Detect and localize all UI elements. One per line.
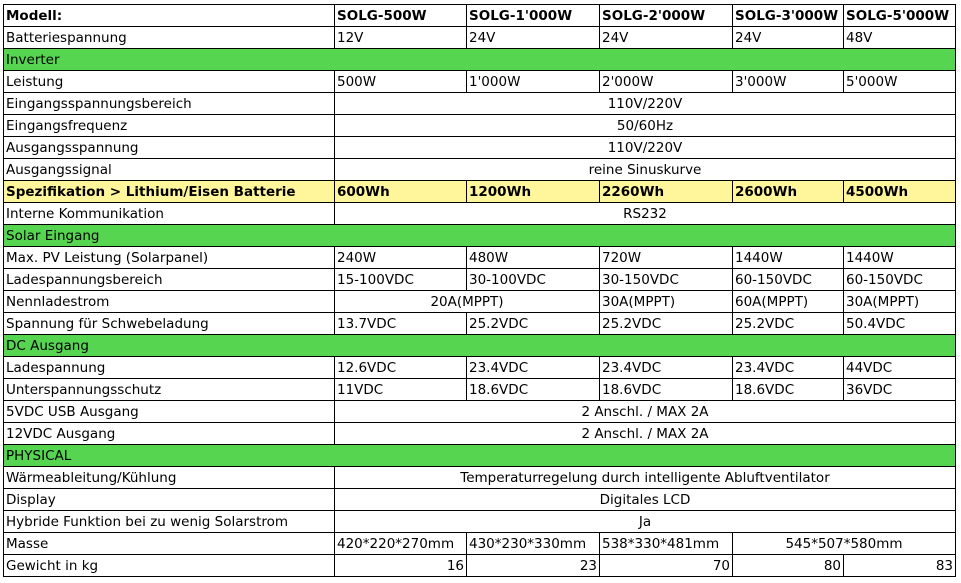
model-name: SOLG-2'000W: [600, 5, 733, 27]
table-row: [4, 533, 956, 555]
table-row: [4, 247, 956, 269]
row-label: Ladespannungsbereich: [4, 269, 335, 291]
table-row: [4, 27, 956, 49]
table-row: [4, 467, 956, 489]
cell-value: 420*220*270mm: [335, 533, 467, 555]
section-row: [4, 445, 956, 467]
section-row: [4, 49, 956, 71]
cell-value: 600Wh: [335, 181, 467, 203]
row-label: Interne Kommunikation: [4, 203, 335, 225]
merged-cell-value: Ja: [335, 511, 956, 533]
header-label: Modell:: [4, 5, 335, 27]
section-title: Solar Eingang: [4, 225, 956, 247]
row-label: Spannung für Schwebeladung: [4, 313, 335, 335]
cell-value: 24V: [733, 27, 844, 49]
section-title: Inverter: [4, 49, 956, 71]
cell-value: 1440W: [733, 247, 844, 269]
row-label: 12VDC Ausgang: [4, 423, 335, 445]
table-row: [4, 423, 956, 445]
section-title: PHYSICAL: [4, 445, 956, 467]
section-row: [4, 225, 956, 247]
table-row: [4, 379, 956, 401]
row-label: Ladespannung: [4, 357, 335, 379]
row-label: Wärmeableitung/Kühlung: [4, 467, 335, 489]
cell-value: 4500Wh: [844, 181, 956, 203]
table-row: [4, 313, 956, 335]
cell-value: 12V: [335, 27, 467, 49]
cell-value: 80: [733, 555, 844, 577]
cell-value: 70: [600, 555, 733, 577]
table-row: [4, 511, 956, 533]
cell-value: 36VDC: [844, 379, 956, 401]
merged-cell-value: 110V/220V: [335, 93, 956, 115]
table-header-row: [4, 5, 956, 27]
cell-value: 44VDC: [844, 357, 956, 379]
row-label: Batteriespannung: [4, 27, 335, 49]
merged-cell-value: 110V/220V: [335, 137, 956, 159]
row-label: Nennladestrom: [4, 291, 335, 313]
highlight-row: [4, 181, 956, 203]
table-row: [4, 203, 956, 225]
cell-value: 23.4VDC: [600, 357, 733, 379]
table-row: [4, 93, 956, 115]
row-label: 5VDC USB Ausgang: [4, 401, 335, 423]
row-label: Display: [4, 489, 335, 511]
merged-cell-value: Temperaturregelung durch intelligente Abluftventilator: [335, 467, 956, 489]
model-name: SOLG-3'000W: [733, 5, 844, 27]
cell-value: 48V: [844, 27, 956, 49]
cell-value: 25.2VDC: [733, 313, 844, 335]
table-row: [4, 137, 956, 159]
cell-value: 430*230*330mm: [467, 533, 600, 555]
cell-value: 500W: [335, 71, 467, 93]
merged-cell-value: 2 Anschl. / MAX 2A: [335, 401, 956, 423]
merged-cell-value: 50/60Hz: [335, 115, 956, 137]
section-title: DC Ausgang: [4, 335, 956, 357]
cell-value: 30-100VDC: [467, 269, 600, 291]
row-label: Eingangsspannungsbereich: [4, 93, 335, 115]
row-label: Ausgangsspannung: [4, 137, 335, 159]
cell-value: 18.6VDC: [600, 379, 733, 401]
model-name: SOLG-5'000W: [844, 5, 956, 27]
cell-value: 18.6VDC: [733, 379, 844, 401]
cell-value: 2600Wh: [733, 181, 844, 203]
cell-value: 16: [335, 555, 467, 577]
cell-value: 50.4VDC: [844, 313, 956, 335]
row-label: Spezifikation > Lithium/Eisen Batterie: [4, 181, 335, 203]
cell-value: 1'000W: [467, 71, 600, 93]
merged-cell-value: Digitales LCD: [335, 489, 956, 511]
cell-value: 480W: [467, 247, 600, 269]
table-row: [4, 115, 956, 137]
cell-value: 240W: [335, 247, 467, 269]
row-label: Max. PV Leistung (Solarpanel): [4, 247, 335, 269]
merged-cell-value: 20A(MPPT): [335, 291, 600, 313]
cell-value: 720W: [600, 247, 733, 269]
cell-value: 23.4VDC: [467, 357, 600, 379]
cell-value: 60-150VDC: [844, 269, 956, 291]
row-label: Gewicht in kg: [4, 555, 335, 577]
cell-value: 3'000W: [733, 71, 844, 93]
merged-cell-value: 2 Anschl. / MAX 2A: [335, 423, 956, 445]
cell-value: 5'000W: [844, 71, 956, 93]
cell-value: 30A(MPPT): [844, 291, 956, 313]
cell-value: 15-100VDC: [335, 269, 467, 291]
cell-value: 25.2VDC: [600, 313, 733, 335]
table-row: [4, 555, 956, 577]
table-row: [4, 401, 956, 423]
cell-value: 23.4VDC: [733, 357, 844, 379]
cell-value: 2260Wh: [600, 181, 733, 203]
table-row: [4, 71, 956, 93]
row-label: Ausgangssignal: [4, 159, 335, 181]
cell-value: 24V: [467, 27, 600, 49]
cell-value: 30-150VDC: [600, 269, 733, 291]
cell-value: 24V: [600, 27, 733, 49]
cell-value: 23: [467, 555, 600, 577]
row-label: Eingangsfrequenz: [4, 115, 335, 137]
merged-cell-value: reine Sinuskurve: [335, 159, 956, 181]
cell-value: 18.6VDC: [467, 379, 600, 401]
section-row: [4, 335, 956, 357]
spec-table: [3, 4, 956, 577]
cell-value: 25.2VDC: [467, 313, 600, 335]
merged-cell-value: RS232: [335, 203, 956, 225]
table-row: [4, 291, 956, 313]
row-label: Unterspannungsschutz: [4, 379, 335, 401]
cell-value: 538*330*481mm: [600, 533, 733, 555]
cell-value: 13.7VDC: [335, 313, 467, 335]
model-name: SOLG-500W: [335, 5, 467, 27]
cell-value: 11VDC: [335, 379, 467, 401]
cell-value: 12.6VDC: [335, 357, 467, 379]
cell-value: 1440W: [844, 247, 956, 269]
row-label: Masse: [4, 533, 335, 555]
table-row: [4, 357, 956, 379]
model-name: SOLG-1'000W: [467, 5, 600, 27]
row-label: Leistung: [4, 71, 335, 93]
table-row: [4, 489, 956, 511]
table-row: [4, 269, 956, 291]
row-label: Hybride Funktion bei zu wenig Solarstrom: [4, 511, 335, 533]
table-row: [4, 159, 956, 181]
cell-value: 30A(MPPT): [600, 291, 733, 313]
cell-value: 60-150VDC: [733, 269, 844, 291]
cell-value: 83: [844, 555, 956, 577]
merged-cell-value: 545*507*580mm: [733, 533, 956, 555]
cell-value: 60A(MPPT): [733, 291, 844, 313]
cell-value: 1200Wh: [467, 181, 600, 203]
cell-value: 2'000W: [600, 71, 733, 93]
